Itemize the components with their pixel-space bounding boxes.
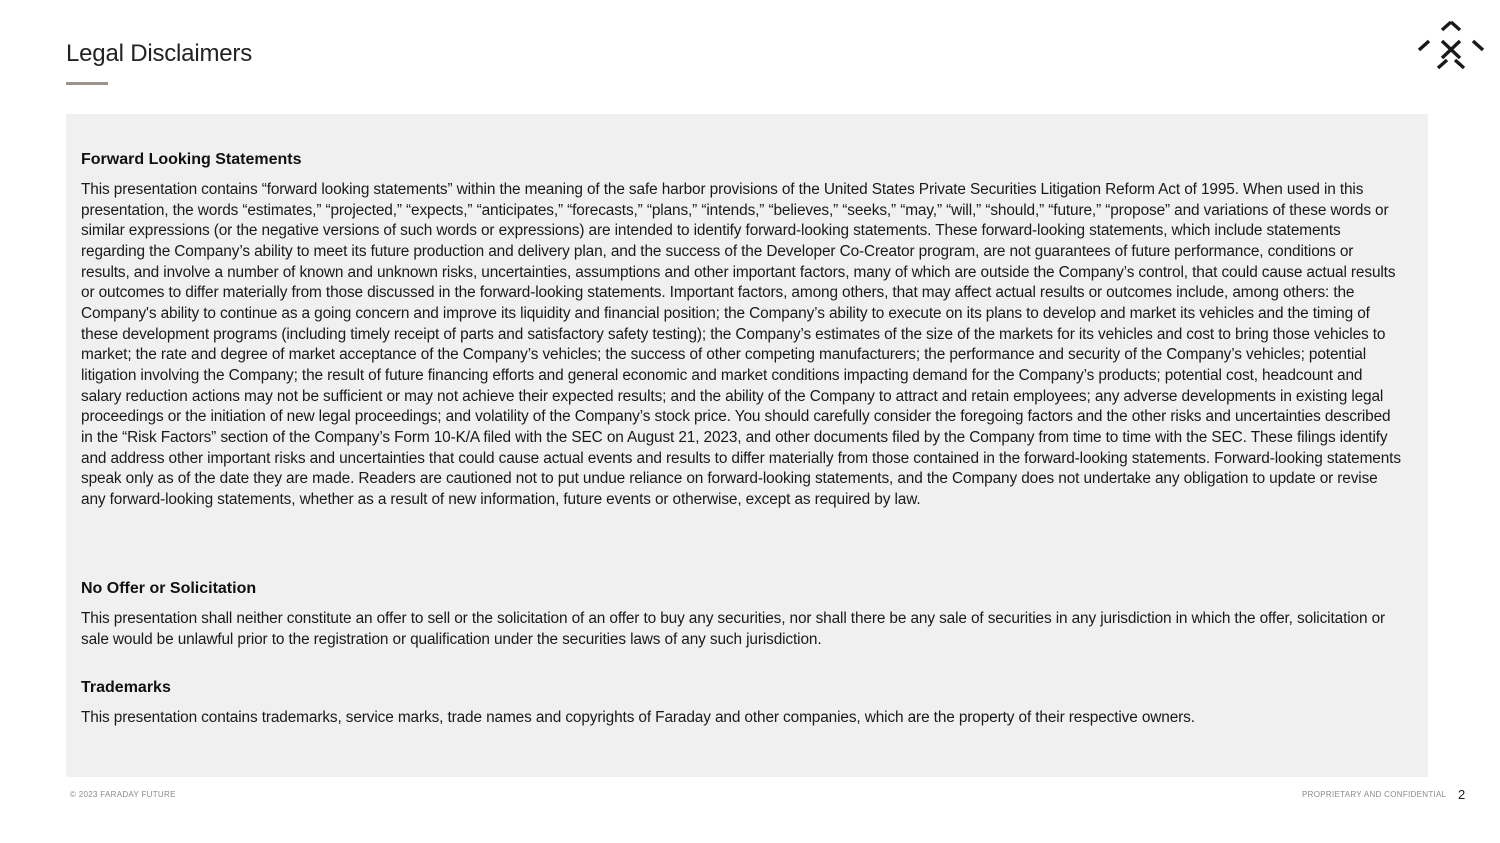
section-body: This presentation shall neither constitute an offer to sell or the solicitation of an offer to buy any securities, nor shall there be any sale of securities in any jurisdiction in which the offer, solicitation or sale would be unlawful prior to the registration or qualification under the securities laws of any such jurisdiction.	[81, 610, 1386, 648]
section-body: This presentation contains trademarks, service marks, trade names and copyrights of Faraday and other companies, which are the property of their respective owners.	[81, 709, 1195, 726]
trademarks-section	[81, 678, 1401, 729]
page-number: 2	[1458, 787, 1466, 802]
footer-copyright: © 2023 FARADAY FUTURE	[70, 790, 176, 799]
disclaimer-panel	[66, 114, 1428, 777]
section-heading: Forward Looking Statements	[81, 151, 302, 168]
forward-looking-statements-section	[81, 150, 1401, 511]
title-underline	[66, 82, 108, 85]
no-offer-section	[81, 579, 1401, 650]
footer-confidential: PROPRIETARY AND CONFIDENTIAL	[1302, 790, 1447, 799]
page-title: Legal Disclaimers	[66, 40, 252, 67]
faraday-future-logo-icon	[1416, 20, 1486, 72]
section-heading: No Offer or Solicitation	[81, 580, 257, 597]
section-heading: Trademarks	[81, 679, 171, 696]
section-body: This presentation contains “forward looking statements” within the meaning of the safe harbor provisions of the United States Private Securities Litigation Reform Act of 1995. When used in this presentation, the words “estimates,” “projected,” “expects,” “anticipates,” “forecasts,” “plans,” “intends,” “believes,” “seeks,” “may,” “will,” “should,” “future,” “propose” and variations of these words or similar expressions (or the negative versions of such words or expressions) are intended to identify forward-looking statements. These forward-looking statements, which include statements regarding the Company’s ability to meet its future production and delivery plan, and the success of the Developer Co-Creator program, are not guarantees of future performance, conditions or results, and involve a number of known and unknown risks, uncertainties, assumptions and other important factors, many of which are outside the Company’s control, that could cause actual results or outcomes to differ materially from those discussed in the forward-looking statements. Important factors, among others, that may affect actual results or outcomes include, among others: the Company's ability to continue as a going concern and improve its liquidity and financial position; the Company’s ability to execute on its plans to develop and market its vehicles and the timing of these development programs (including timely receipt of parts and satisfactory safety testing); the Company’s estimates of the size of the markets for its vehicles and cost to bring those vehicles to market; the rate and degree of market acceptance of the Company’s vehicles; the success of other competing manufacturers; the performance and security of the Company’s vehicles; potential litigation involving the Company; the result of future financing efforts and general economic and market conditions impacting demand for the Company’s products; potential cost, headcount and salary reduction actions may not be sufficient or may not achieve their expected results; and the ability of the Company to attract and retain employees; any adverse developments in existing legal proceedings or the initiation of new legal proceedings; and volatility of the Company’s stock price. You should carefully consider the foregoing factors and the other risks and uncertainties described in the “Risk Factors” section of the Company’s Form 10-K/A filed with the SEC on August 21, 2023, and other documents filed by the Company from time to time with the SEC. These filings identify and address other important risks and uncertainties that could cause actual events and results to differ materially from those contained in the forward-looking statements. Forward-looking statements speak only as of the date they are made. Readers are cautioned not to put undue reliance on forward-looking statements, and the Company does not undertake any obligation to update or revise any forward-looking statements, whether as a result of new information, future events or otherwise, except as required by law.	[81, 181, 1401, 508]
